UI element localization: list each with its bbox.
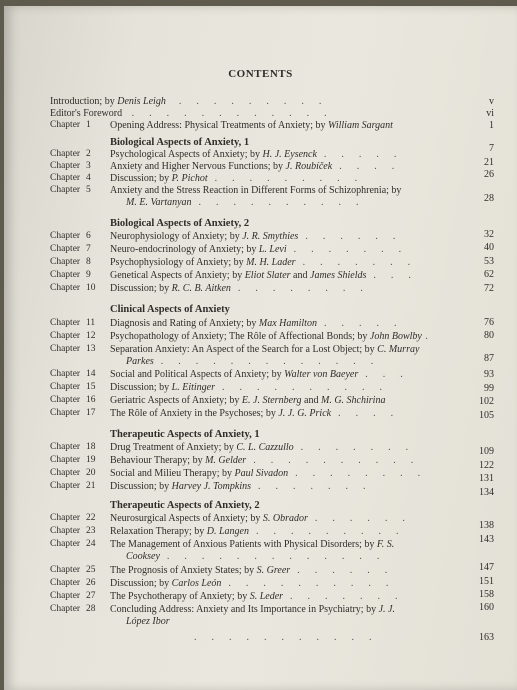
chapter-label: Chapter 16: [50, 395, 96, 405]
page-number: 151: [479, 576, 494, 587]
chapter-label: Chapter 1: [50, 120, 91, 130]
page-number: 76: [484, 317, 494, 328]
chapter-title: Discussion; by R. C. B. Aitken . . . . . . . .: [110, 283, 364, 294]
chapter-title: Behaviour Therapy; by M. Gelder . . . . . . . . . .: [110, 455, 415, 466]
chapter-label: Chapter 6: [50, 231, 91, 241]
chapter-title: Relaxation Therapy; by D. Langen . . . . . . . . .: [110, 526, 400, 537]
page-number: 105: [479, 410, 494, 421]
chapter-label: Chapter 12: [50, 331, 96, 341]
chapter-label: Chapter 5: [50, 185, 91, 195]
chapter-title: Psychological Aspects of Anxiety; by H. J. Eysenck . . . . .: [110, 149, 398, 160]
page-number: 87: [484, 353, 494, 364]
chapter-label: Chapter 22: [50, 513, 96, 523]
page-number: 7: [489, 143, 494, 154]
page-number: 28: [484, 193, 494, 204]
page-number: 80: [484, 330, 494, 341]
chapter-label: Chapter 28: [50, 604, 96, 614]
chapter-title: Social and Political Aspects of Anxiety; by Walter von Baeyer . . .: [110, 369, 404, 380]
chapter-label: Chapter 18: [50, 442, 96, 452]
chapter-label: Chapter 8: [50, 257, 91, 267]
chapter-title: Discussion; by P. Pichot . . . . . . . . .: [110, 173, 359, 184]
page-number: 122: [479, 460, 494, 471]
chapter-label: Chapter 7: [50, 244, 91, 254]
front-foreword: Editor's Foreword . . . . . . . . . . . .: [50, 108, 328, 119]
section-heading: Therapeutic Aspects of Anxiety, 2: [110, 500, 260, 511]
page-number: 40: [484, 242, 494, 253]
page-number: 109: [479, 446, 494, 457]
chapter-title: Discussion; by L. Eitinger . . . . . . . . . .: [110, 382, 384, 393]
page-number: 163: [479, 632, 494, 643]
chapter-title: Geriatric Aspects of Anxiety; by E. J. Sternberg and M. G. Shchirina: [110, 395, 386, 406]
chapter-label: Chapter 17: [50, 408, 96, 418]
chapter-title: Neuro-endocrinology of Anxiety; by L. Levi . . . . . . .: [110, 244, 403, 255]
section-heading: Clinical Aspects of Anxiety: [110, 304, 230, 315]
chapter-title: Neurophysiology of Anxiety; by J. R. Smythies . . . . . .: [110, 231, 397, 242]
chapter-title: Psychophysiology of Anxiety; by M. H. Lader . . . . . . .: [110, 257, 412, 268]
page-number: 99: [484, 383, 494, 394]
page-number: 102: [479, 396, 494, 407]
chapter-label: Chapter 11: [50, 318, 96, 328]
chapter-title: Discussion; by Carlos León . . . . . . . . . .: [110, 578, 390, 589]
chapter-title: The Rôle of Anxiety in the Psychoses; by J. J. G. Prick . . . .: [110, 408, 395, 419]
page-title: CONTENTS: [228, 68, 293, 80]
chapter-label: Chapter 4: [50, 173, 91, 183]
chapter-title: Anxiety and Higher Nervous Functions; by J. Roubíček . . . .: [110, 161, 396, 172]
chapter-title: Discussion; by Harvey J. Tompkins . . . . . . .: [110, 481, 367, 492]
chapter-title: Drug Treatment of Anxiety; by C. L. Cazzullo . . . . . . .: [110, 442, 410, 453]
page-number: 21: [484, 157, 494, 168]
front-introduction: Introduction; by Denis Leigh . . . . . . . . .: [50, 96, 323, 107]
page-number: 134: [479, 487, 494, 498]
chapter-label: Chapter 13: [50, 344, 96, 354]
chapter-label: Chapter 9: [50, 270, 91, 280]
chapter-title: Diagnosis and Rating of Anxiety; by Max Hamilton . . . . .: [110, 318, 398, 329]
page-number: 158: [479, 589, 494, 600]
page-number: 147: [479, 562, 494, 573]
page-number: 53: [484, 256, 494, 267]
page-number: 93: [484, 369, 494, 380]
page-number: 143: [479, 534, 494, 545]
chapter-title: The Prognosis of Anxiety States; by S. Greer . . . . . .: [110, 565, 389, 576]
chapter-title: The Psychotherapy of Anxiety; by S. Leder . . . . . . .: [110, 591, 399, 602]
page-number: 62: [484, 269, 494, 280]
book-page: [4, 6, 517, 690]
chapter-label: Chapter 25: [50, 565, 96, 575]
chapter-label: Chapter 2: [50, 149, 91, 159]
section-heading: Biological Aspects of Anxiety, 1: [110, 137, 250, 148]
page-number: 72: [484, 283, 494, 294]
chapter-label: Chapter 20: [50, 468, 96, 478]
chapter-label: Chapter 26: [50, 578, 96, 588]
chapter-title: Separation Anxiety: An Aspect of the Search for a Lost Object; by C. Murray Parkes . . . . . . . . . . . . .: [110, 344, 420, 367]
chapter-title: Concluding Address: Anxiety and Its Importance in Psychiatry; by J. J. López Ibor: [110, 604, 395, 627]
chapter-title: Psychopathology of Anxiety; The Rôle of Affectional Bonds; by John Bowlby .: [110, 331, 429, 342]
chapter-label: Chapter 15: [50, 382, 96, 392]
chapter-label: Chapter 21: [50, 481, 96, 491]
chapter-label: Chapter 3: [50, 161, 91, 171]
page-number: 131: [479, 473, 494, 484]
chapter-label: Chapter 19: [50, 455, 96, 465]
chapter-label: Chapter 14: [50, 369, 96, 379]
chapter-title: Genetical Aspects of Anxiety; by Eliot Slater and James Shields . . .: [110, 270, 412, 281]
leader-dots: . . . . . . . . . . .: [194, 632, 373, 643]
section-heading: Biological Aspects of Anxiety, 2: [110, 218, 250, 229]
chapter-title: The Management of Anxious Patients with Physical Disorders; by F. S. Cooksey . . . . . . . . . . . . .: [110, 539, 395, 562]
section-heading: Therapeutic Aspects of Anxiety, 1: [110, 429, 260, 440]
chapter-title: Social and Milieu Therapy; by Paul Sivadon . . . . . . . .: [110, 468, 422, 479]
chapter-label: Chapter 23: [50, 526, 96, 536]
page-number: 32: [484, 229, 494, 240]
page-number: 26: [484, 169, 494, 180]
chapter-label: Chapter 24: [50, 539, 96, 549]
page-number: 1: [489, 120, 494, 131]
page-number: v: [489, 96, 494, 107]
chapter-label: Chapter 27: [50, 591, 96, 601]
chapter-title: Neurosurgical Aspects of Anxiety; by S. Obrador . . . . . .: [110, 513, 406, 524]
chapter-title: Anxiety and the Stress Reaction in Different Forms of Schizophrenia; by M. E. Vartanyan . . . . . . . . . .: [110, 185, 402, 208]
page-number: vi: [486, 108, 494, 119]
page-number: 138: [479, 520, 494, 531]
chapter-title: Opening Address: Physical Treatments of Anxiety; by William Sargant: [110, 120, 393, 131]
chapter-label: Chapter 10: [50, 283, 96, 293]
page-number: 160: [479, 602, 494, 613]
